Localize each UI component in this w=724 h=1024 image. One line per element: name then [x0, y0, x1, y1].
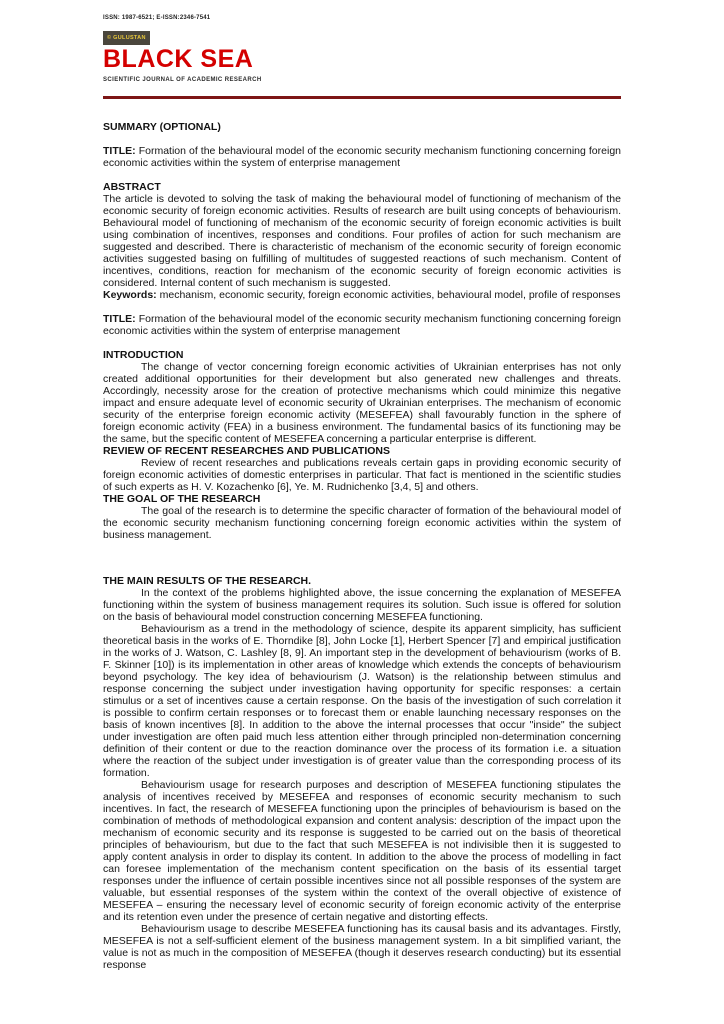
main-results-paragraph-2: Behaviourism as a trend in the methodology of science, despite its apparent simplicity, has sufficient theoretical basis in the works of E. Thorndike [8], John Locke [1], Herbert Spencer [7] and empirical justification in the works of J. Watson, C. Lashley [8, 9]. An important step in the development of behaviourism (works of B. F. Skinner [10]) is its implementation in other areas of knowledge which extends the concepts of behaviourism beyond psychology. The key idea of behaviourism (J. Watson) is the relationship between stimulus and response concerning the subject under investigation having opportunity for specific responses: a certain stimulus or a set of incentives cause a certain response. On the basis of the investigation of such correlation it is possible to confirm certain responses or to forecast them or enable launching necessary responses on the basis of known incentives [8]. In addition to the above the internal processes that occur "inside" the subject under investigation are often paid much less attention either through principled non-determination concerning definition of their content or due to the reaction dominance over the process of its formation i.e. a situation where the reaction of the subject under investigation is of greater value than the corresponding process of its formation. [103, 623, 621, 779]
publisher-badge: © GULUSTAN [103, 31, 150, 45]
journal-header [103, 12, 621, 86]
review-heading: REVIEW OF RECENT RESEARCHES AND PUBLICATIONS [103, 445, 391, 457]
title-label: TITLE: [103, 145, 136, 157]
title-repeat-text: Formation of the behavioural model of the economic security mechanism functioning concerning foreign economic activities within the system of enterprise management [103, 313, 621, 337]
title-text: Formation of the behavioural model of the economic security mechanism functioning concerning foreign economic activities within the system of enterprise management [103, 145, 621, 169]
title-repeat-paragraph [103, 313, 621, 337]
main-results-heading: THE MAIN RESULTS OF THE RESEARCH. [103, 575, 312, 587]
keywords-label: Keywords: [103, 289, 157, 301]
goal-heading: THE GOAL OF THE RESEARCH [103, 493, 261, 505]
title-repeat-label: TITLE: [103, 313, 136, 325]
review-paragraph: Review of recent researches and publications reveals certain gaps in providing economic security of foreign economic activities of domestic enterprises in particular. That fact is mentioned in the scientific studies of such experts as H. V. Kozachenko [6], Ye. M. Rudnichenko [3,4, 5] and others. [103, 457, 621, 493]
abstract-heading: ABSTRACT [103, 181, 161, 193]
main-results-paragraph-3: Behaviourism usage for research purposes and description of MESEFEA functioning stipulates the analysis of incentives received by MESEFEA and responses of economic security mechanism to such incentives. In fact, the research of MESEFEA functioning upon the principles of behaviourism is based on the combination of methods of methodological expansion and content analysis: description of the impact upon the mechanism of economic security and its response is suggested to be carried out on the basis of theoretical principles of behaviourism, but due to the fact that such MESEFEA is not indivisible then it is suggested to apply content analysis in order to display its content. In addition to the above the process of modelling in fact can foresee implementation of the mechanism content specification on the basis of its essential target responses under the influence of certain possible incentives since not all possible responses of the system are valuable, but essential responses of the system within the context of the overall objective of existence of MESEFEA – ensuring the necessary level of economic security of foreign economic activity of the enterprise and its retention even under the presence of certain negative and distorting effects. [103, 779, 621, 923]
article-body [103, 121, 621, 971]
journal-name: BLACK SEA [103, 45, 254, 73]
header-rule-divider [103, 96, 621, 99]
introduction-paragraph: The change of vector concerning foreign economic activities of Ukrainian enterprises has not only created additional opportunities for their development but also generated new challenges and threats. Accordingly, necessity arose for the creation of protective mechanisms which could minimize this negative impact and ensure adequate level of economic security of Ukrainian enterprises. The mechanism of economic security of the enterprise foreign economic activity (MESEFEA) shall favourably function in the sphere of foreign economic activity (FEA) in a business environment. The fundamental basics of its functioning may be the same, but the specific content of MESEFEA concerning a particular enterprise is different. [103, 361, 621, 445]
keywords-text: mechanism, economic security, foreign economic activities, behavioural model, profile of responses [156, 289, 621, 301]
summary-heading: SUMMARY (OPTIONAL) [103, 121, 221, 133]
introduction-heading: INTRODUCTION [103, 349, 184, 361]
keywords-paragraph [103, 289, 621, 301]
journal-subtitle: SCIENTIFIC JOURNAL OF ACADEMIC RESEARCH [103, 77, 262, 83]
title-paragraph [103, 145, 621, 169]
issn-line: ISSN: 1987-6521; E-ISSN:2346-7541 [103, 15, 211, 21]
abstract-paragraph: The article is devoted to solving the task of making the behavioural model of functioning of mechanism of the economic security of foreign economic activities. Results of research are built using concepts of behaviourism. Behavioural model of functioning of mechanism of the economic security of foreign economic activities is built using combination of incentives, responses and conditions. Four profiles of action for such mechanism are suggested and described. There is characteristic of mechanism of the economic security of foreign economic activities suggested basing on fulfilling of multitudes of suggested reactions of such mechanism. Content of incentives, conditions, reaction for mechanism of the economic security of foreign economic activities is considered. Internal content of such mechanism is suggested. [103, 193, 621, 289]
main-results-paragraph-1: In the context of the problems highlighted above, the issue concerning the explanation of MESEFEA functioning within the system of business management requires its solution. Such issue is offered for solution on the basis of behavioural model construction concerning MESEFEA functioning. [103, 587, 621, 623]
goal-paragraph: The goal of the research is to determine the specific character of formation of the behavioural model of the economic security mechanism functioning concerning foreign economic activities within the system of business management. [103, 505, 621, 541]
main-results-paragraph-4: Behaviourism usage to describe MESEFEA functioning has its causal basis and its advantages. Firstly, MESEFEA is not a self-sufficient element of the business management system. In a bit simplified variant, the value is not as much in the composition of MESEFEA (though it deserves research conducting) but its essential response [103, 923, 621, 971]
